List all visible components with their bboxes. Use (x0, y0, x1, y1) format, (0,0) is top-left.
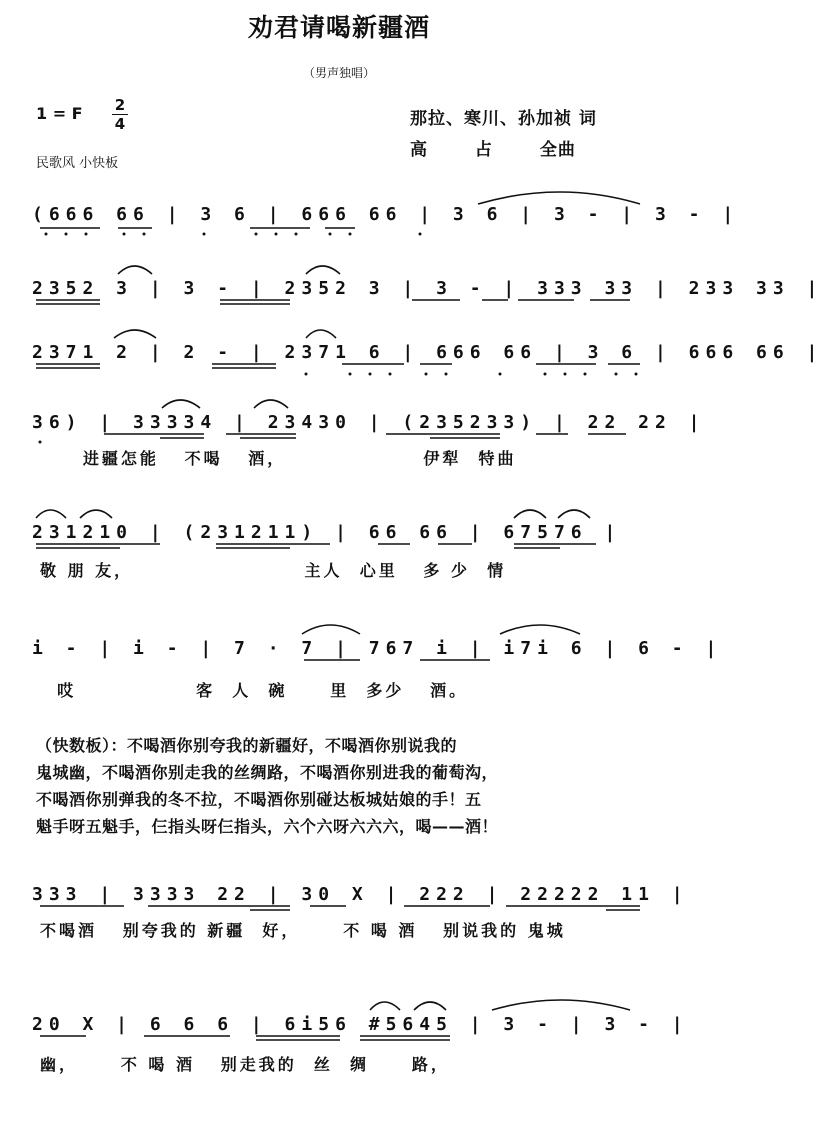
score-system-2: 2352 3 | 3 - | 2352 3 | 3 - | 333 33 | 233 33 | (32, 278, 823, 299)
key-signature: 1 = F (36, 104, 83, 123)
meter-top: 2 (114, 96, 126, 114)
score-system-4: 36) | 33334 | 23430 | (235233) | 22 22 | (32, 412, 706, 433)
score-system-1: (666 66 | 3 6 | 666 66 | 3 6 | 3 - | 3 - | (32, 204, 740, 225)
score-system-6: i - | i - | 7 · 7 | 767 i | i7i 6 | 6 - | (32, 638, 723, 659)
score-system-7: 333 | 3333 22 | 30 X | 222 | 22222 11 | (32, 884, 689, 905)
composer-credit: 高 占 全曲 (410, 140, 576, 160)
narration-line: （快数板）：不喝酒你别夸我的新疆好，不喝酒你别说我的 (36, 736, 458, 755)
score-system-8: 20 X | 6 6 6 | 6i56 #5645 | 3 - | 3 - | (32, 1014, 689, 1035)
time-signature (112, 97, 128, 132)
lyric-line-8: 幽， 不 喝 酒 别走我的 丝 绸 路， (40, 1055, 450, 1074)
narration-block (36, 732, 656, 840)
score-system-3: 2371 2 | 2 - | 2371 6 | 666 66 | 3 6 | 666 66 | (32, 342, 823, 363)
lyric-line-4: 进疆怎能 不喝 酒， 伊犁 特曲 (40, 449, 517, 468)
narration-line: 鬼城幽，不喝酒你别走我的丝绸路，不喝酒你别进我的葡萄沟， (36, 763, 499, 782)
narration-line: 魁手呀五魁手，仨指头呀仨指头，六个六呀六六六，喝——酒！ (36, 817, 499, 836)
tempo-marking: 民歌风 小快板 (36, 156, 119, 171)
score-system-5: 231210 | (231211) | 66 66 | 67576 | (32, 522, 622, 543)
lyricist-credit: 那拉、寒川、孙加祯 词 (410, 109, 597, 129)
song-subtitle: （男声独唱） (302, 66, 375, 80)
lyric-line-7: 不喝酒 别夸我的 新疆 好， 不 喝 酒 别说我的 鬼城 (40, 921, 566, 940)
narration-line: 不喝酒你别弹我的冬不拉，不喝酒你别碰达板城姑娘的手！五 (36, 790, 482, 809)
song-title: 劝君请喝新疆酒 (247, 13, 430, 42)
lyric-line-5: 敬 朋 友， 主人 心里 多 少 情 (40, 561, 507, 580)
lyric-line-6: 哎 客 人 碗 里 多少 酒。 (40, 681, 469, 700)
meter-bottom: 4 (114, 115, 126, 133)
